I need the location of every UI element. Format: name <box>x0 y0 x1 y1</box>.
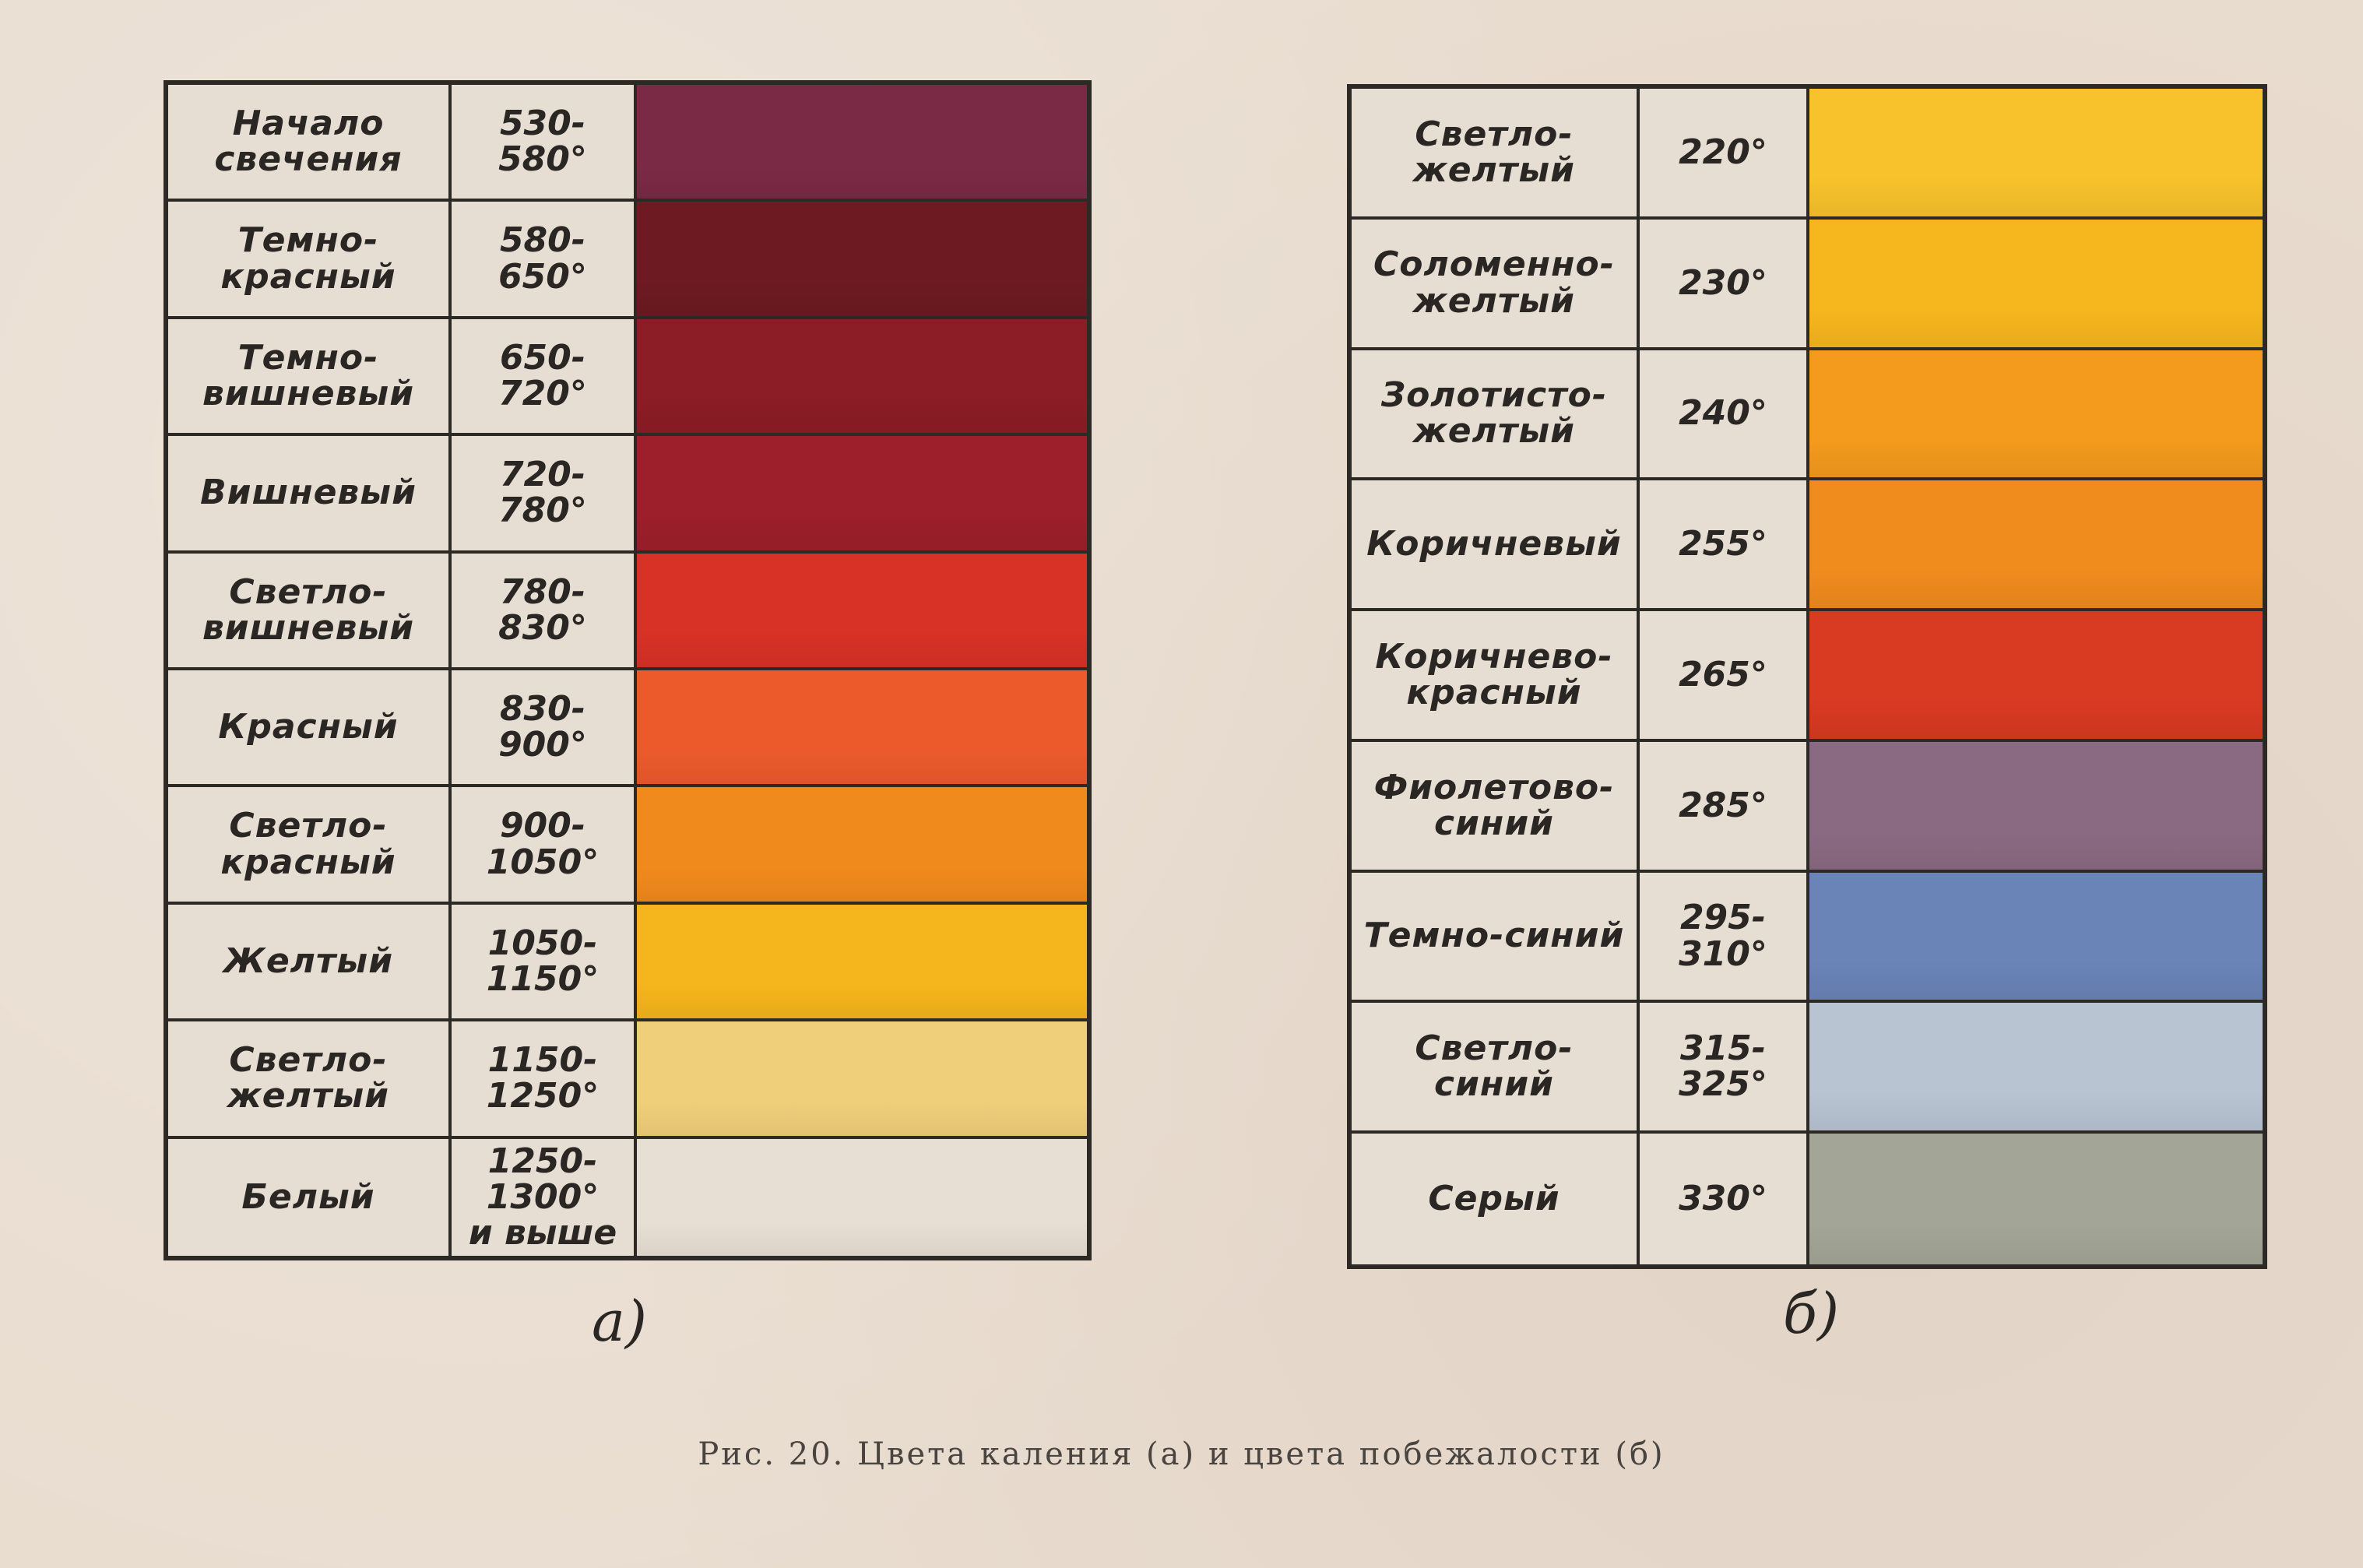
incandescence-temperature: 780-830° <box>452 554 637 670</box>
temper-color-table <box>1347 84 2267 1269</box>
temper-color-swatch <box>1809 1003 2263 1134</box>
temper-color-swatch <box>1809 742 2263 873</box>
temper-color-swatch <box>1809 89 2263 220</box>
incandescence-temperature: 1050-1150° <box>452 905 637 1021</box>
incandescence-color-swatch <box>637 436 1087 553</box>
incandescence-temperature: 650-720° <box>452 319 637 436</box>
incandescence-color-name: Белый <box>168 1139 452 1256</box>
incandescence-color-swatch <box>637 319 1087 436</box>
incandescence-color-name: Светло- вишневый <box>168 554 452 670</box>
temper-color-name: Темно-синий <box>1352 873 1640 1004</box>
incandescence-color-swatch <box>637 1021 1087 1138</box>
temper-temperature: 230° <box>1640 220 1809 350</box>
temper-temperature: 285° <box>1640 742 1809 873</box>
incandescence-temperature: 530-580° <box>452 85 637 202</box>
temper-color-name: Светло-синий <box>1352 1003 1640 1134</box>
incandescence-color-name: Желтый <box>168 905 452 1021</box>
incandescence-temperature: 830-900° <box>452 670 637 787</box>
temper-color-name: Серый <box>1352 1134 1640 1264</box>
temper-color-name: Золотисто- желтый <box>1352 350 1640 481</box>
incandescence-color-name: Светло- красный <box>168 787 452 904</box>
temper-color-name: Коричнево- красный <box>1352 611 1640 742</box>
incandescence-color-name: Вишневый <box>168 436 452 553</box>
incandescence-color-swatch <box>637 670 1087 787</box>
incandescence-color-swatch <box>637 554 1087 670</box>
incandescence-color-name: Начало свечения <box>168 85 452 202</box>
incandescence-color-swatch <box>637 85 1087 202</box>
temper-color-name: Светло- желтый <box>1352 89 1640 220</box>
temper-temperature: 220° <box>1640 89 1809 220</box>
temper-color-swatch <box>1809 1134 2263 1264</box>
incandescence-color-swatch <box>637 1139 1087 1256</box>
temper-temperature: 265° <box>1640 611 1809 742</box>
temper-temperature: 295-310° <box>1640 873 1809 1004</box>
incandescence-color-table <box>164 80 1092 1260</box>
incandescence-color-name: Красный <box>168 670 452 787</box>
panel-b-label: б) <box>1783 1281 1840 1346</box>
temper-color-swatch <box>1809 873 2263 1004</box>
temper-temperature: 330° <box>1640 1134 1809 1264</box>
temper-color-swatch <box>1809 611 2263 742</box>
incandescence-temperature: 900-1050° <box>452 787 637 904</box>
temper-temperature: 240° <box>1640 350 1809 481</box>
panel-a-label: а) <box>592 1289 648 1354</box>
temper-color-swatch <box>1809 350 2263 481</box>
incandescence-temperature: 720-780° <box>452 436 637 553</box>
temper-color-swatch <box>1809 480 2263 611</box>
incandescence-color-name: Темно- вишневый <box>168 319 452 436</box>
incandescence-color-name: Светло- желтый <box>168 1021 452 1138</box>
temper-temperature: 315-325° <box>1640 1003 1809 1134</box>
incandescence-color-swatch <box>637 202 1087 318</box>
temper-color-name: Соломенно- желтый <box>1352 220 1640 350</box>
incandescence-temperature: 1150-1250° <box>452 1021 637 1138</box>
incandescence-temperature: 580-650° <box>452 202 637 318</box>
temper-color-swatch <box>1809 220 2263 350</box>
temper-color-name: Фиолетово- синий <box>1352 742 1640 873</box>
incandescence-color-swatch <box>637 905 1087 1021</box>
temper-temperature: 255° <box>1640 480 1809 611</box>
incandescence-color-name: Темно- красный <box>168 202 452 318</box>
temper-color-name: Коричневый <box>1352 480 1640 611</box>
figure-caption: Рис. 20. Цвета каления (а) и цвета побежалости (б) <box>698 1436 1665 1472</box>
incandescence-color-swatch <box>637 787 1087 904</box>
incandescence-temperature: 1250-1300° и выше <box>452 1139 637 1256</box>
